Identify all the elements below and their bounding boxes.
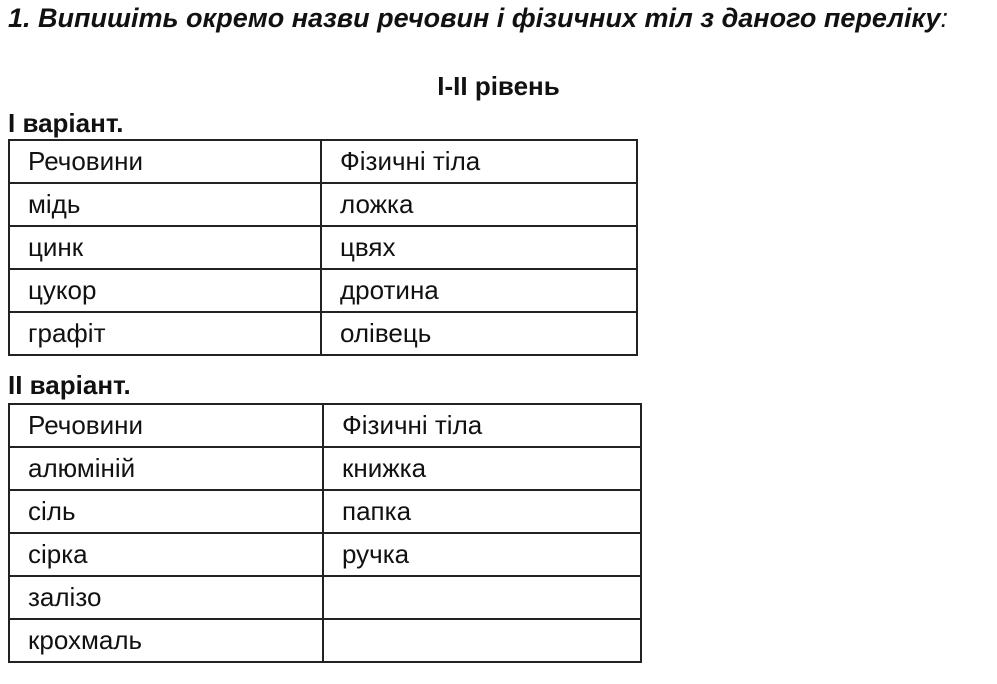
physical-body-cell: олівець xyxy=(321,312,637,355)
physical-body-cell: ложка xyxy=(321,183,637,226)
table-header-row xyxy=(9,404,641,447)
substance-cell: залізо xyxy=(9,576,323,619)
table-row xyxy=(9,490,641,533)
variant-2-heading: II варіант. xyxy=(8,370,131,400)
column-header-physical-bodies: Фізичні тіла xyxy=(321,140,637,183)
table-row xyxy=(9,226,637,269)
substance-cell: цинк xyxy=(9,226,321,269)
substance-cell: крохмаль xyxy=(9,619,323,662)
table-row xyxy=(9,619,641,662)
column-header-substances: Речовини xyxy=(9,140,321,183)
table-header-row xyxy=(9,140,637,183)
table-row xyxy=(9,533,641,576)
column-header-substances: Речовини xyxy=(9,404,323,447)
substance-cell: мідь xyxy=(9,183,321,226)
task-title-text: 1. Випишіть окремо назви речовин і фізичних тіл з даного переліку xyxy=(8,3,941,33)
physical-body-cell: дротина xyxy=(321,269,637,312)
task-title-colon: : xyxy=(940,3,949,33)
substance-cell: цукор xyxy=(9,269,321,312)
task-title xyxy=(8,0,949,37)
substance-cell: сіль xyxy=(9,490,323,533)
physical-body-cell: книжка xyxy=(323,447,641,490)
physical-body-cell xyxy=(323,576,641,619)
level-heading: I-II рівень xyxy=(437,71,560,101)
physical-body-cell: ручка xyxy=(323,533,641,576)
table-row xyxy=(9,447,641,490)
table-row xyxy=(9,183,637,226)
table-row xyxy=(9,312,637,355)
physical-body-cell: папка xyxy=(323,490,641,533)
variant-1-table xyxy=(8,139,638,356)
substance-cell: графіт xyxy=(9,312,321,355)
substance-cell: сірка xyxy=(9,533,323,576)
substance-cell: алюміній xyxy=(9,447,323,490)
table-row xyxy=(9,269,637,312)
variant-1-heading: I варіант. xyxy=(8,108,124,138)
physical-body-cell xyxy=(323,619,641,662)
table-row xyxy=(9,576,641,619)
physical-body-cell: цвях xyxy=(321,226,637,269)
variant-2-table xyxy=(8,403,642,663)
column-header-physical-bodies: Фізичні тіла xyxy=(323,404,641,447)
